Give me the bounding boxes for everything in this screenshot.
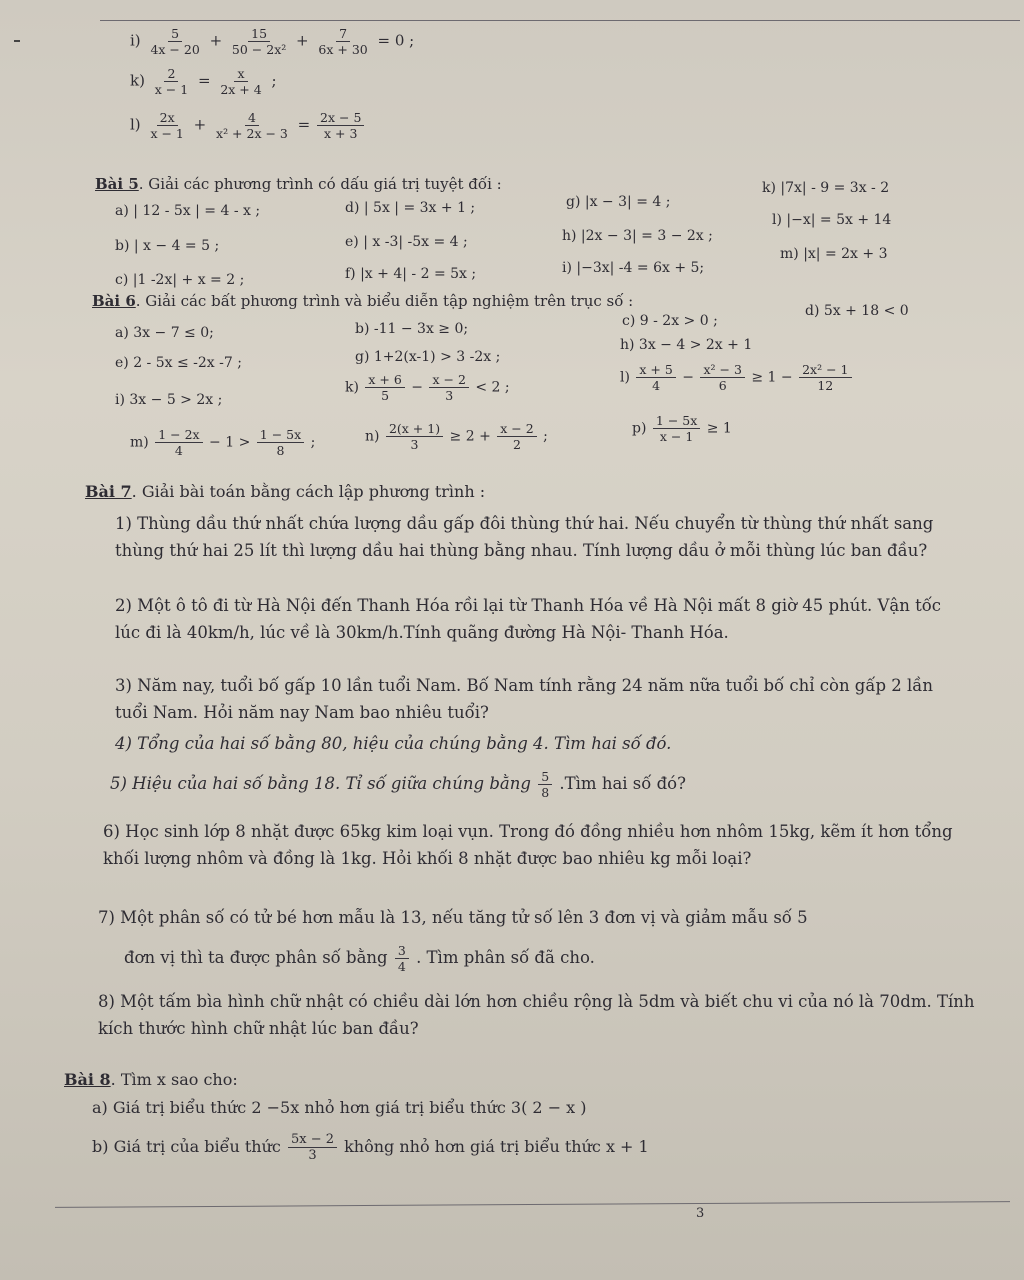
- fraction: $\frac{\text{2x² − 1}}{12}$: [799, 362, 851, 393]
- edge-mark: [14, 40, 20, 42]
- fraction: $\frac{x - 2}{2}$: [497, 421, 536, 452]
- bai6-h: h) 3x − 4 > 2x + 1: [620, 337, 753, 353]
- bai6-a: a) 3x − 7 ≤ 0;: [115, 325, 214, 341]
- fraction: $\frac{x + 6}{5}$: [365, 372, 404, 403]
- bai7-problem-8: 8) Một tấm bìa hình chữ nhật có chiều dài lớn hơn chiều rộng là 5dm và biết chu vi của nó là 70dm. Tính kích thước hình chữ nhật lúc ban đầu?: [98, 992, 975, 1038]
- fraction: $\frac{x + 5}{4}$: [636, 362, 675, 393]
- fraction: $\frac{15}{\text{50 − 2x²}}$: [231, 26, 287, 57]
- bai7-problem-2: 2) Một ô tô đi từ Hà Nội đến Thanh Hóa rồi lại từ Thanh Hóa về Hà Nội mất 8 giờ 45 phút. Vận tốc lúc đi là 40km/h, lúc về là 30km/h.Tính quãng đường Hà Nội- Thanh Hóa.: [115, 596, 942, 642]
- bai7-problem-7-line2: đơn vị thì ta được phân số bằng $\frac{3}{4}$ . Tìm phân số đã cho.: [124, 943, 595, 974]
- bai5-c: c) |1 -2x| + x = 2 ;: [115, 272, 245, 288]
- fraction: $\frac{1 - 5x}{x - 1}$: [653, 413, 700, 444]
- bai6-e: e) 2 - 5x ≤ -2x -7 ;: [115, 355, 242, 371]
- bai6-m: m) $\frac{1 - 2x}{4}$ − 1 > $\frac{1 - 5x}{8}$ ;: [130, 427, 316, 458]
- top-rule: [100, 20, 1020, 21]
- fraction: $\frac{4}{\text{x² + 2x − 3}}$: [216, 110, 288, 141]
- bai6-k: k) $\frac{x + 6}{5}$ − $\frac{x - 2}{3}$ < 2 ;: [345, 372, 510, 403]
- bai7-problem-1: 1) Thùng dầu thứ nhất chứa lượng dầu gấp đôi thùng thứ hai. Nếu chuyển từ thùng thứ nhất sang thùng thứ hai 25 lít thì lượng dầu hai thùng bằng nhau. Tính lượng dầu ở mỗi thùng lúc ban đầu?: [115, 514, 934, 560]
- bai8-header: [64, 1070, 238, 1089]
- fraction: $\frac{7}{6x + 30}$: [318, 26, 368, 57]
- fraction: $\frac{3}{4}$: [395, 943, 409, 974]
- fraction: $\frac{2}{x - 1}$: [154, 66, 189, 97]
- bai7-desc: . Giải bài toán bằng cách lập phương trình :: [131, 482, 486, 501]
- fraction: $\frac{\text{x² − 3}}{6}$: [700, 362, 744, 393]
- bai5-e: e) | x -3| -5x = 4 ;: [345, 234, 468, 250]
- bai5-h: h) |2x − 3| = 3 − 2x ;: [562, 228, 713, 244]
- bai6-desc: . Giải các bất phương trình và biểu diễn tập nghiệm trên trục số :: [135, 292, 634, 310]
- bai5-desc: . Giải các phương trình có dấu giá trị tuyệt đối :: [138, 175, 502, 193]
- fraction: $\frac{5}{8}$: [538, 769, 552, 800]
- page-number: 3: [696, 1206, 705, 1221]
- bai5-b: b) | x − 4 = 5 ;: [115, 238, 220, 254]
- bai5-f: f) |x + 4| - 2 = 5x ;: [345, 266, 477, 282]
- bai7-title: Bài 7: [85, 482, 132, 501]
- bai8-a: a) Giá trị biểu thức 2 −5x nhỏ hơn giá trị biểu thức 3( 2 − x ): [92, 1098, 587, 1117]
- fraction: $\frac{2(x + 1)}{3}$: [386, 421, 443, 452]
- eq-i: i) $\frac{5}{4x - 20}$ + $\frac{15}{\text{50 − 2x²}}$ + $\frac{7}{6x + 30}$ = 0 ;: [130, 26, 415, 57]
- fraction: $\frac{1 - 2x}{4}$: [155, 427, 202, 458]
- bai5-i: i) |−3x| -4 = 6x + 5;: [562, 260, 705, 276]
- fraction: $\frac{5}{4x - 20}$: [150, 26, 200, 57]
- bai8-title: Bài 8: [64, 1070, 111, 1089]
- bai6-title: Bài 6: [92, 292, 136, 310]
- bai7-problem-6: 6) Học sinh lớp 8 nhặt được 65kg kim loại vụn. Trong đó đồng nhiều hơn nhôm 15kg, kẽm ít hơn tổng khối lượng nhôm và đồng là 1kg. Hỏi khối 8 nhặt được bao nhiêu kg mỗi loại?: [103, 822, 953, 868]
- bai7-problem-3: 3) Năm nay, tuổi bố gấp 10 lần tuổi Nam. Bố Nam tính rằng 24 năm nữa tuổi bố chỉ còn gấp 2 lần tuổi Nam. Hỏi năm nay Nam bao nhiêu tuổi?: [115, 676, 934, 722]
- eq-k: k) $\frac{2}{x - 1}$ = $\frac{x}{2x + 4}$ ;: [130, 66, 277, 97]
- bai5-a: a) | 12 - 5x | = 4 - x ;: [115, 203, 261, 219]
- bai6-l: l) $\frac{x + 5}{4}$ − $\frac{\text{x² − 3}}{6}$ ≥ 1 − $\frac{\text{2x² − 1}}{12}$: [620, 362, 854, 393]
- bai5-d: d) | 5x | = 3x + 1 ;: [345, 200, 476, 216]
- bai6-p: p) $\frac{1 - 5x}{x - 1}$ ≥ 1: [632, 413, 732, 444]
- bai8-b: b) Giá trị của biểu thức $\frac{5x - 2}{3}$ không nhỏ hơn giá trị biểu thức x + 1: [92, 1132, 649, 1163]
- bai5-title: Bài 5: [95, 175, 139, 193]
- bai6-c: c) 9 - 2x > 0 ;: [622, 313, 718, 329]
- bai6-g: g) 1+2(x-1) > 3 -2x ;: [355, 349, 501, 365]
- bai5-m: m) |x| = 2x + 3: [780, 246, 888, 262]
- fraction: $\frac{5x - 2}{3}$: [288, 1132, 337, 1163]
- bai7-problem-5: 5) Hiệu của hai số bằng 18. Tỉ số giữa chúng bằng $\frac{5}{8}$ .Tìm hai số đó?: [110, 769, 686, 800]
- bai6-i: i) 3x − 5 > 2x ;: [115, 392, 223, 408]
- bai8-desc: . Tìm x sao cho:: [110, 1070, 238, 1089]
- bai5-l: l) |−x| = 5x + 14: [772, 212, 892, 228]
- bottom-rule: [55, 1201, 1010, 1208]
- fraction: $\frac{2x}{x - 1}$: [150, 110, 184, 141]
- bai6-header: [92, 292, 633, 310]
- bai5-k: k) |7x| - 9 = 3x - 2: [762, 180, 890, 196]
- fraction: $\frac{x - 2}{3}$: [429, 372, 468, 403]
- fraction: $\frac{x}{2x + 4}$: [220, 66, 262, 97]
- bai7-problem-4: 4) Tổng của hai số bằng 80, hiệu của chúng bằng 4. Tìm hai số đó.: [115, 734, 672, 753]
- eq-l: l) $\frac{2x}{x - 1}$ + $\frac{4}{\text{x² + 2x − 3}}$ = $\frac{2x - 5}{x + 3}$: [130, 110, 366, 141]
- bai6-d: d) 5x + 18 < 0: [805, 303, 909, 319]
- bai5-g: g) |x − 3| = 4 ;: [566, 194, 671, 210]
- bai7-problem-7-line1: 7) Một phân số có tử bé hơn mẫu là 13, nếu tăng tử số lên 3 đơn vị và giảm mẫu số 5: [98, 908, 808, 927]
- bai7-header: [85, 482, 485, 501]
- bai6-b: b) -11 − 3x ≥ 0;: [355, 321, 469, 337]
- fraction: $\frac{1 - 5x}{8}$: [257, 427, 304, 458]
- bai6-n: n) $\frac{2(x + 1)}{3}$ ≥ 2 + $\frac{x - 2}{2}$ ;: [365, 421, 548, 452]
- fraction: $\frac{2x - 5}{x + 3}$: [317, 110, 364, 141]
- bai5-header: [95, 175, 502, 193]
